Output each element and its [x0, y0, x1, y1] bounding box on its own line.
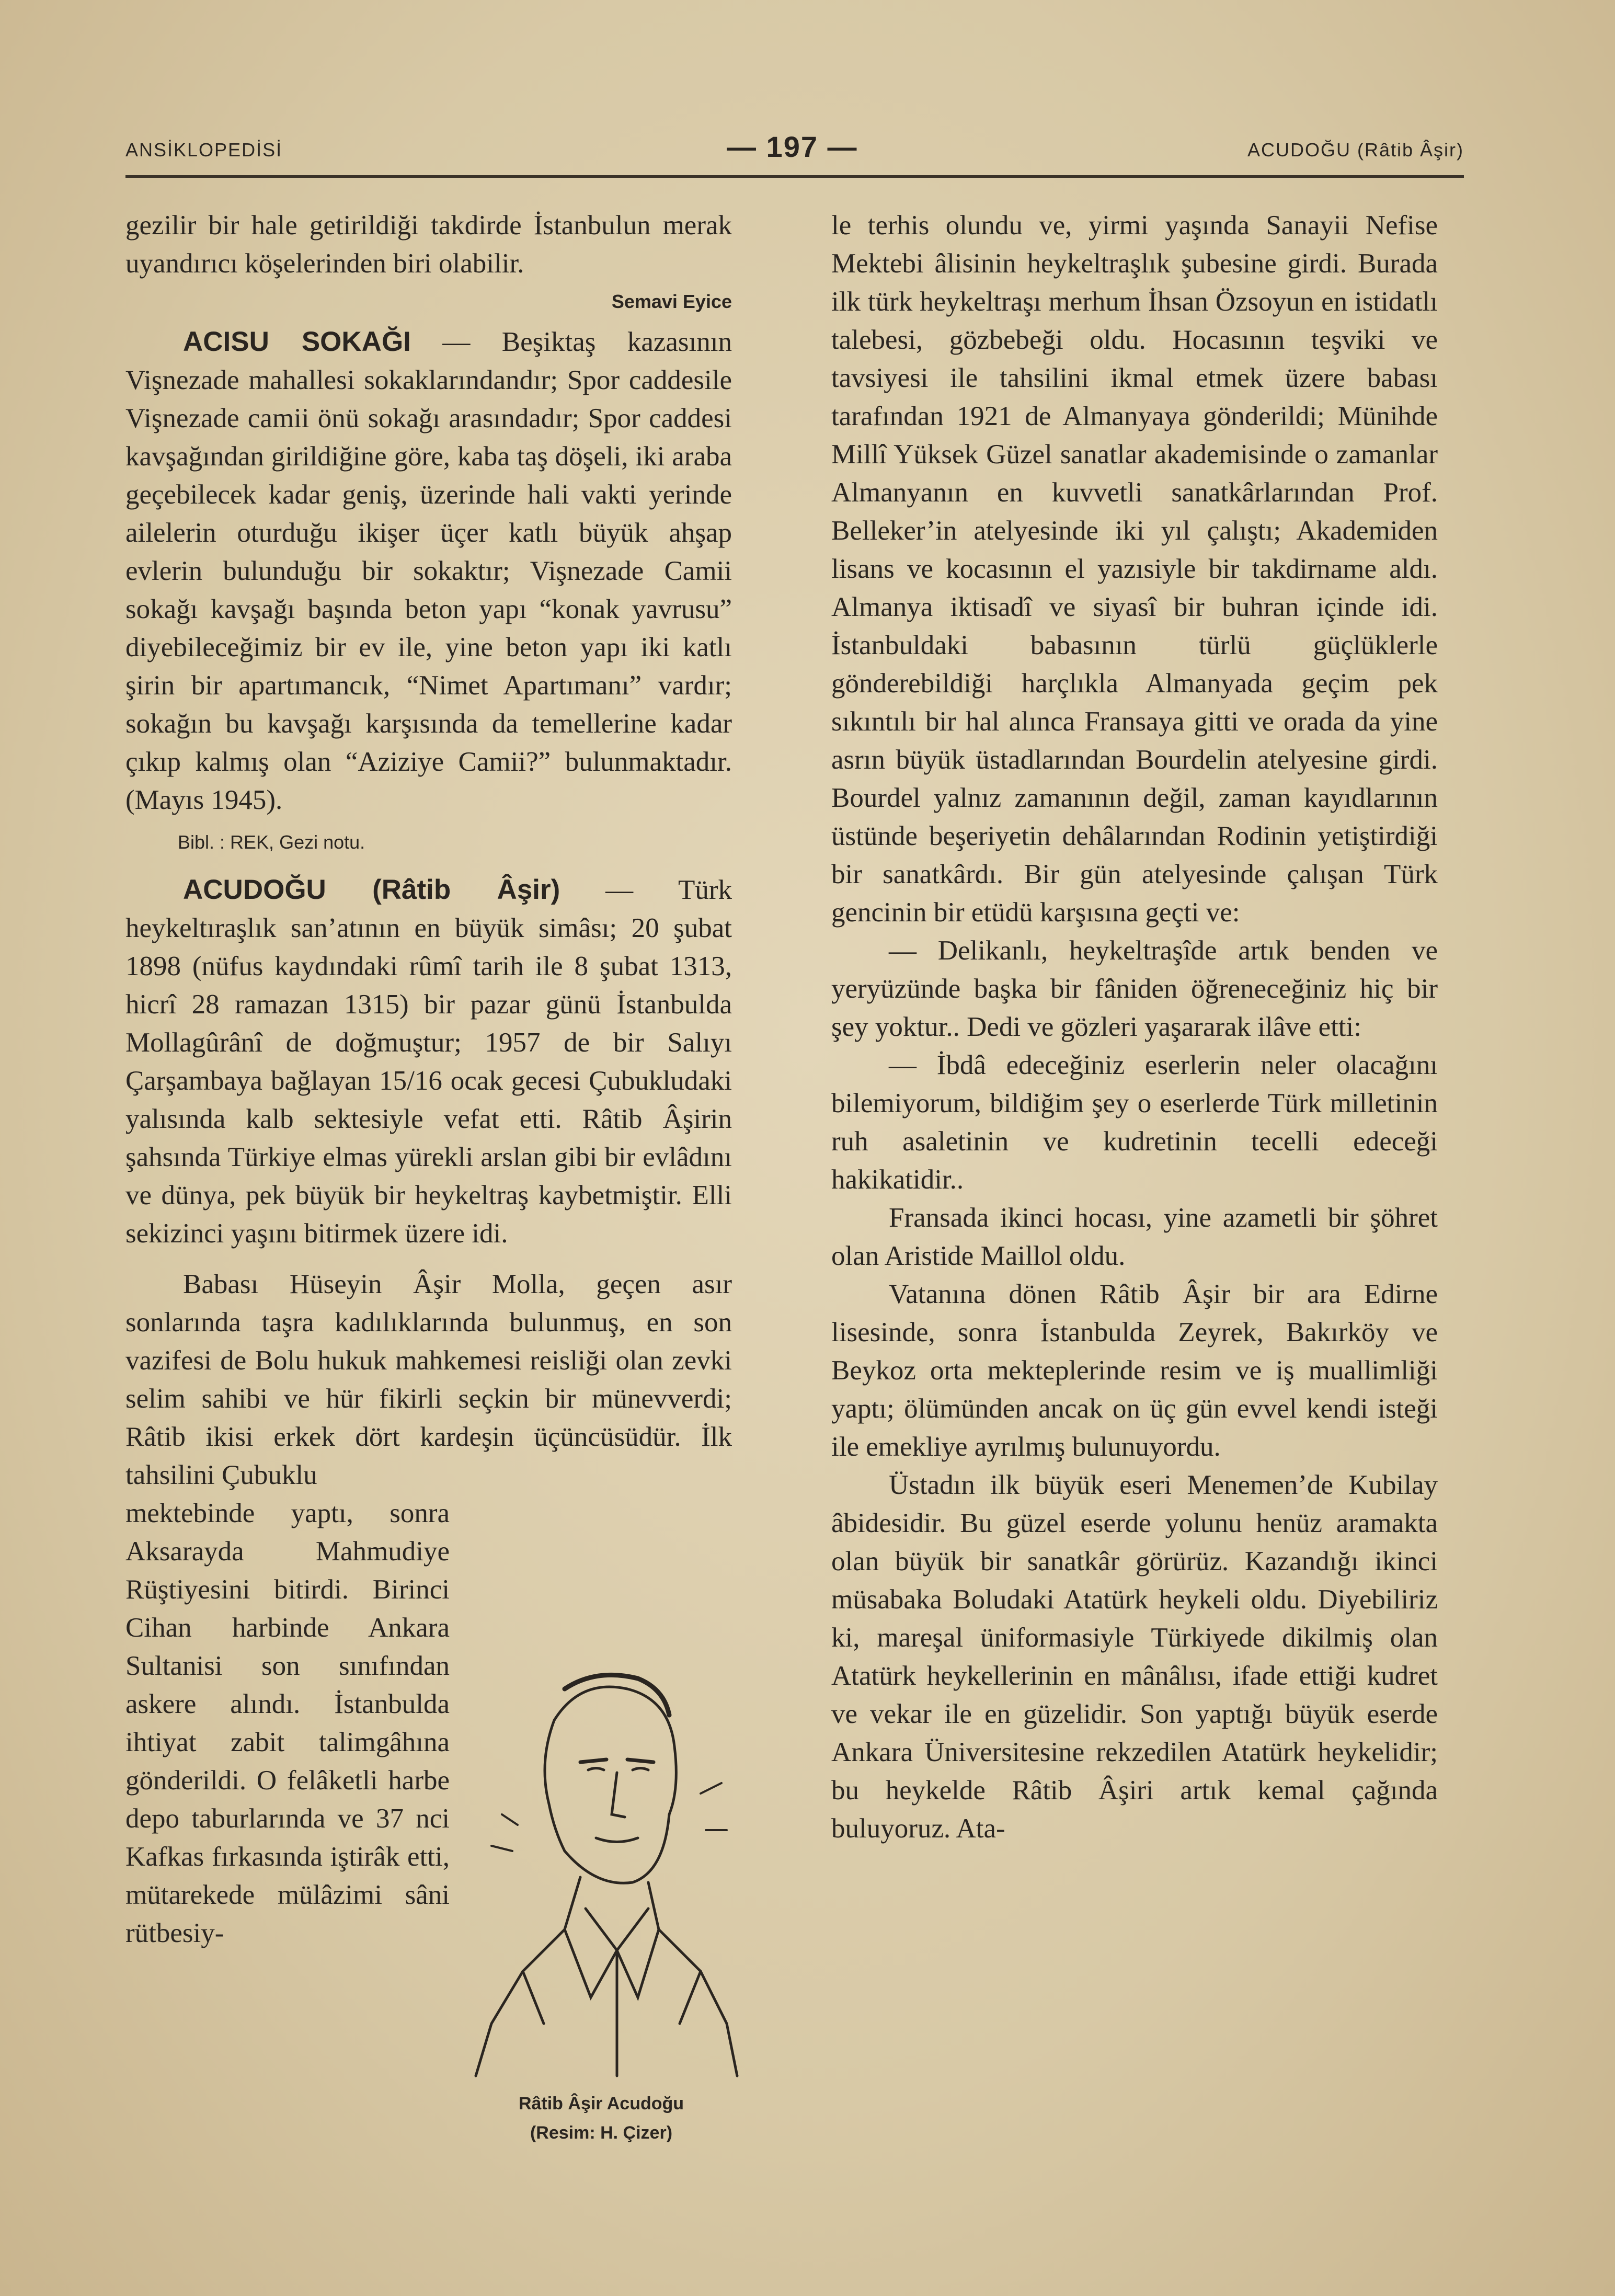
entry-text: — Beşiktaş kazasının Vişnezade mahallesi sokaklarındandır; Spor caddesile Vişnezade camii önü sokağı arasındadır; Spor caddesi kavşağından girildiğine göre, kaba taş döşeli, iki araba geçebilecek kadar geniş, üzerinde hali vakti yerinde ailelerin oturduğu ikişer üçer katlı büyük ahşap evlerin bulunduğu bir sokaktır; Vişnezade Camii sokağı kavşağı başında beton yapı “konak yavrusu” diyebileceğimiz bir ev ile, yine beton yapı iki katlı şirin bir apartımancık, “Nimet Apartımanı” vardır; sokağın bu kavşağı karşısında da temellerine kadar çıkıp kalmış olan “Aziziye Camii?” bulunmaktadır. (Mayıs 1945).: [125, 327, 732, 815]
right-column: [831, 207, 1438, 1848]
paragraph-wrapped: mektebinde yaptı, sonra Aksarayda Mahmudiye Rüştiyesini bitirdi. Birinci Cihan harbinde Ankara Sultanisi son sınıfından askere alındı. İstanbulda ihtiyat zabit talimgâhına gönderildi. O felâketli harbe depo taburlarında ve 37 nci Kafkas fırkasında iştirâk etti, mütarekede mülâzimi sâni rütbesiy-: [125, 1498, 450, 1948]
author-signature: Semavi Eyice: [611, 291, 732, 312]
entry-acudogu: [125, 871, 732, 1253]
entry-acisu: [125, 323, 732, 819]
header-left: ANSİKLOPEDİSİ: [125, 139, 283, 161]
bibliography: Bibl. : REK, Gezi notu.: [178, 831, 365, 853]
caption-name: Râtib Âşir Acudoğu: [518, 2094, 684, 2114]
paragraph: — İbdâ edeceğiniz eserlerin neler olacağını bilemiyorum, bildiğim şey o eserlerde Türk milletinin ruh asaletinin ve kudretinin tecelli edeceği hakikatidir..: [831, 1050, 1438, 1195]
caption-credit: (Resim: H. Çizer): [530, 2123, 673, 2143]
paragraph: Vatanına dönen Râtib Âşir bir ara Edirne lisesinde, sonra İstanbulda Zeyrek, Bakırköy ve Beykoz orta mekteplerinde resim ve iş muallimliği yaptı; ölümünden ancak on üç gün evvel kendi isteği ile emekliye ayrılmış bulunuyordu.: [831, 1279, 1438, 1462]
portrait-sketch-icon: [460, 1658, 742, 2086]
paragraph: Fransada ikinci hocası, yine azametli bir şöhret olan Aristide Maillol oldu.: [831, 1203, 1438, 1271]
paragraph: Babası Hüseyin Âşir Molla, geçen asır sonlarında taşra kadılıklarında bulunmuş, en son vazifesi de Bolu hukuk mahkemesi reisliği olan zevki selim sahibi ve hür fikirli seçkin bir münevverdi; Râtib ikisi erkek dört kardeşin üçüncüsüdür. İlk tahsilini Çubuklu: [125, 1269, 732, 1490]
header-rule: [125, 175, 1464, 178]
paragraph: — Delikanlı, heykeltraşîde artık benden ve yeryüzünde başka bir fâniden öğreneceğiniz hiç bir şey yoktur.. Dedi ve gözleri yaşararak ilâve etti:: [831, 935, 1438, 1042]
header-right: ACUDOĞU (Râtib Âşir): [1247, 139, 1464, 161]
entry-title: ACUDOĞU (Râtib Âşir): [183, 874, 560, 905]
paragraph: Üstadın ilk büyük eseri Menemen’de Kubilay âbidesidir. Bu güzel eserde yolunu henüz aramakta olan büyük bir sanatkâr görürüz. Kazandığı ikinci müsabaka Boludaki Atatürk heykeli oldu. Diyebiliriz ki, mareşal üniformasiyle Türkiyede dikilmiş olan Atatürk heykellerinin en mânâlısı, ifade ettiği kudret ve vekar ile en güzelidir. Son yaptığı büyük eserde Ankara Üniversitesine rekzedilen Atatürk heykelidir; bu heykelde Râtib Âşiri artık kemal çağında buluyoruz. Ata-: [831, 1470, 1438, 1844]
page-header: [125, 130, 1464, 172]
entry-text: — Türk heykeltıraşlık san’atının en büyük simâsı; 20 şubat 1898 (nüfus kaydındaki rûmî tarih ile 8 şubat 1313, hicrî 28 ramazan 1315) bir pazar günü İstanbulda Mollagûrânî de doğmuştur; 1957 de bir Salıyı Çarşambaya bağlayan 15/16 ocak gecesi Çubukludaki yalısında kalb sektesiyle vefat etti. Râtib Âşirin şahsında Türkiye elmas yürekli arslan gibi bir evlâdını ve dünya, pek büyük bir heykeltraş kaybetmiştir. Elli sekizinci yaşını bitirmek üzere idi.: [125, 875, 732, 1249]
paragraph: gezilir bir hale getirildiği takdirde İstanbulun merak uyandırıcı köşelerinden biri olabilir.: [125, 210, 732, 279]
paragraph: le terhis olundu ve, yirmi yaşında Sanayii Nefise Mektebi âlisinin heykeltraşlık şubesine girdi. Burada ilk türk heykeltraşı merhum İhsan Özsoyun en istidatlı talebesi, gözbebeği oldu. Hocasının teşviki ve tavsiyesi ile tahsilini ikmal etmek üzere babası tarafından 1921 de Almanyaya gönderildi; Münihde Millî Yüksek Güzel sanatlar akademisinde o zamanlar Almanyanın en kuvvetli sanatkârlarından Prof. Belleker’in atelyesinde iki yıl çalıştı; Akademiden lisans ve kocasının el yazısiyle bir takdirname aldı. Almanya iktisadî ve siyasî bir buhran içinde idi. İstanbuldaki babasının türlü güçlüklerle gönderebildiği harçlıkla Almanyada geçim pek sıkıntılı bir hal alınca Fransaya gitti ve orada da yine asrın büyük üstadlarından Bourdelin atelyesine girdi. Bourdel yalnız zamanının değil, zaman kayıdlarının üstünde beşeriyetin dehâlarından Rodinin yetiştirdiği bir sanatkârdı. Bir gün atelyesinde çalışan Türk gencinin bir etüdü karşısına geçti ve:: [831, 210, 1438, 928]
portrait-caption: [460, 2089, 742, 2147]
page-number: — 197 —: [727, 130, 858, 163]
entry-title: ACISU SOKAĞI: [183, 326, 411, 357]
